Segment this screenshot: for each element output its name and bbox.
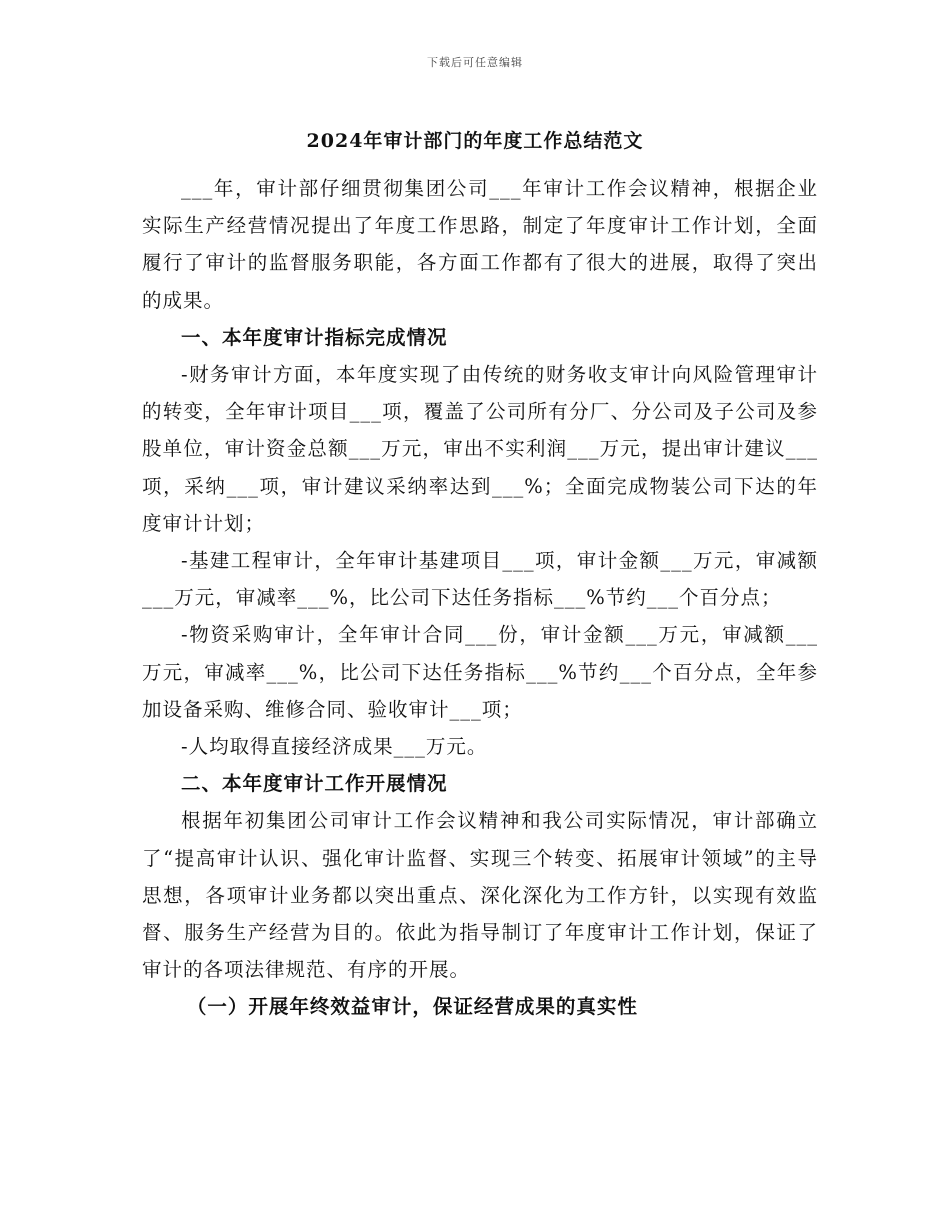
construction-audit-paragraph: -基建工程审计，全年审计基建项目___项，审计金额___万元，审减额___万元，审减率___%，比公司下达任务指标___%节约___个百分点； — [142, 549, 818, 610]
intro-paragraph: ___年，审计部仔细贯彻集团公司___年审计工作会议精神，根据企业实际生产经营情况提出了年度工作思路，制定了年度审计工作计划，全面履行了审计的监督服务职能，各方面工作都有了很大的进展，取得了突出的成果。 — [142, 177, 818, 312]
financial-audit-paragraph: -财务审计方面，本年度实现了由传统的财务收支审计向风险管理审计的转变，全年审计项目___项，覆盖了公司所有分厂、分公司及子公司及参股单位，审计资金总额___万元，审出不实利润___万元，提出审计建议___项，采纳___项，审计建议采纳率达到___%；全面完成物装公司下达的年度审计计划； — [142, 363, 818, 535]
section-heading-1: 一、本年度审计指标完成情况 — [181, 325, 448, 349]
work-overview-paragraph: 根据年初集团公司审计工作会议精神和我公司实际情况，审计部确立了“提高审计认识、强化审计监督、实现三个转变、拓展审计领域”的主导思想，各项审计业务都以突出重点、深化深化为工作方针，以实现有效监督、服务生产经营为目的。依此为指导制订了年度审计工作计划，保证了审计的各项法律规范、有序的开展。 — [142, 809, 818, 982]
document-body — [142, 170, 818, 1026]
procurement-audit-paragraph: -物资采购审计，全年审计合同___份，审计金额___万元，审减额___万元，审减率___%，比公司下达任务指标___%节约___个百分点，全年参加设备采购、维修合同、验收审计___项； — [142, 623, 818, 721]
subsection-heading-1: （一）开展年终效益审计，保证经营成果的真实性 — [186, 995, 638, 1019]
section-heading-2: 二、本年度审计工作开展情况 — [181, 772, 448, 796]
per-capita-paragraph: -人均取得直接经济成果___万元。 — [181, 735, 488, 759]
header-note: 下载后可任意编辑 — [427, 56, 523, 69]
document-title: 2024年审计部门的年度工作总结范文 — [306, 130, 644, 152]
